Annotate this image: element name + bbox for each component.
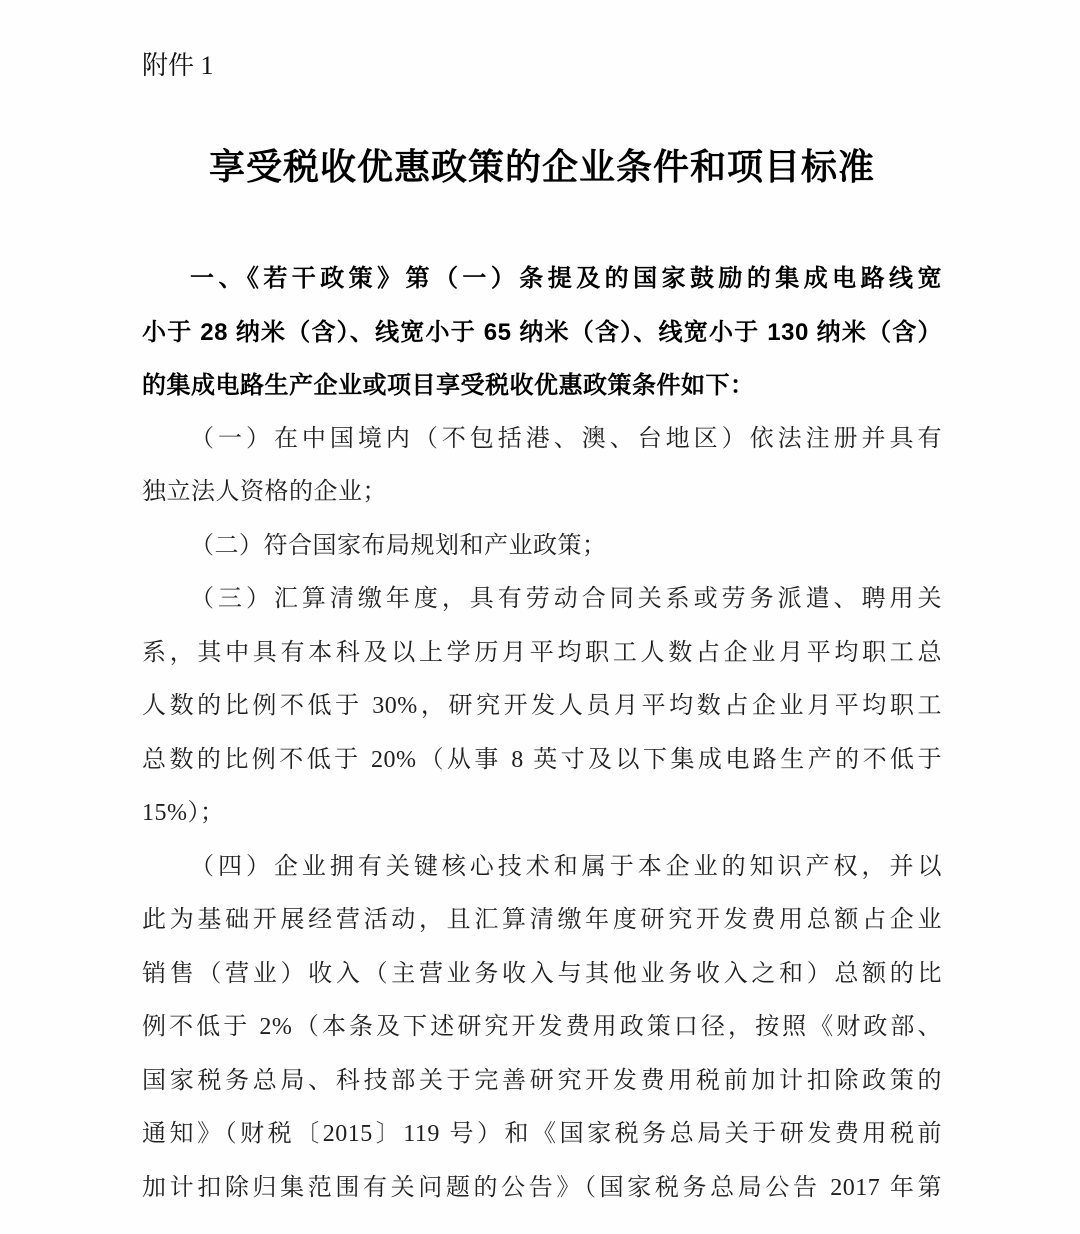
paragraph-item-2 — [142, 520, 942, 574]
document-line: （三）汇算清缴年度，具有劳动合同关系或劳务派遣、聘用关 — [190, 586, 942, 612]
document-line: 小于 28 纳米（含）、线宽小于 65 纳米（含）、线宽小于 130 纳米（含） — [142, 318, 942, 346]
document-line: 系，其中具有本科及以上学历月平均职工人数占企业月平均职工总 — [142, 639, 942, 666]
document-line: 的集成电路生产企业或项目享受税收优惠政策条件如下： — [142, 372, 755, 399]
document-line: 销售（营业）收入（主营业务收入与其他业务收入之和）总额的比 — [142, 960, 942, 987]
document-line: 15%）； — [142, 800, 225, 826]
document-line: 人数的比例不低于 30%，研究开发人员月平均数占企业月平均职工 — [142, 693, 942, 719]
attachment-label: 附件 1 — [142, 51, 214, 80]
document-line: 独立法人资格的企业； — [142, 479, 387, 505]
paragraph-item-3 — [142, 573, 942, 841]
document-line: 一、《若干政策》第（一）条提及的国家鼓励的集成电路线宽 — [190, 265, 942, 292]
document-line: （二）符合国家布局规划和产业政策； — [190, 532, 607, 559]
document-line: （一）在中国境内（不包括港、澳、台地区）依法注册并具有 — [190, 425, 942, 452]
document-line: 加计扣除归集范围有关问题的公告》（国家税务总局公告 2017 年第 — [142, 1174, 942, 1201]
document-body — [142, 252, 942, 1215]
paragraph-item-1 — [142, 413, 942, 520]
document-line: （四）企业拥有关键核心技术和属于本企业的知识产权，并以 — [190, 853, 942, 880]
document-line: 国家税务总局、科技部关于完善研究开发费用税前加计扣除政策的 — [142, 1067, 942, 1094]
paragraph-lead — [142, 252, 942, 413]
document-title: 享受税收优惠政策的企业条件和项目标准 — [208, 147, 875, 187]
document-line: 例不低于 2%（本条及下述研究开发费用政策口径，按照《财政部、 — [142, 1014, 942, 1040]
paragraph-item-4 — [142, 841, 942, 1216]
document-line: 此为基础开展经营活动，且汇算清缴年度研究开发费用总额占企业 — [142, 907, 942, 933]
document-line: 通知》（财税〔2015〕119 号）和《国家税务总局关于研发费用税前 — [142, 1121, 942, 1147]
document-line: 总数的比例不低于 20%（从事 8 英寸及以下集成电路生产的不低于 — [142, 746, 942, 773]
